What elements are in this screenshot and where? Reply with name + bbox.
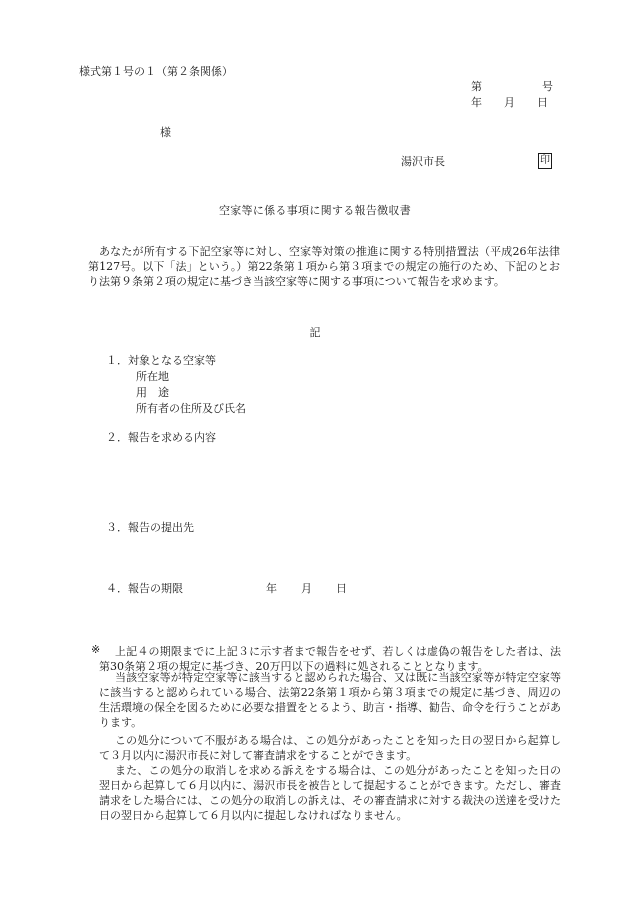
note-mark: ※ [91, 643, 101, 656]
item-1-owner: 所有者の住所及び氏名 [136, 402, 246, 415]
issue-date-line [471, 97, 548, 108]
body-paragraph [88, 244, 560, 289]
deadline-month: 月 [301, 582, 312, 595]
number-prefix: 第 [471, 80, 482, 93]
item-1-usage: 用 途 [136, 386, 169, 399]
note-penalty: 上記４の期限までに上記３に示す者まで報告をせず、若しくは虚偽の報告をした者は、法第30条第２項の規定に基づき、20万円以下の過料に処されることとなります。 [99, 645, 561, 673]
note-lawsuit: また、この処分の取消しを求める訴えをする場合は、この処分があったことを知った日の翌日から起算して６月以内に、湯沢市長を被告として提起することができます。ただし、審査請求をした場合には、この処分の取消しの訴えは、その審査請求に対する裁決の送達を受けた日の翌日から起算して６月以内に提起しなければなりません。 [99, 764, 561, 822]
date-day: 日 [537, 96, 548, 109]
form-label: 様式第１号の１（第２条関係） [79, 65, 233, 78]
item-2-label: ２．報告を求める内容 [106, 431, 216, 444]
document-number-line [471, 81, 553, 92]
item-3-label: ３．報告の提出先 [106, 521, 194, 534]
note-specified-vacant-house: 当該空家等が特定空家等に該当すると認められた場合、又は既に当該空家等が特定空家等に該当すると認められている場合、法第22条第１項から第３項までの規定に基づき、周辺の生活環境の保全を図るために必要な措置をとるよう、助言・指導、勧告、命令を行うことがあります。 [99, 671, 561, 729]
seal-box: 印 [538, 153, 552, 169]
item-4-deadline-date [266, 583, 347, 594]
date-year: 年 [471, 96, 482, 109]
date-month: 月 [504, 96, 515, 109]
note-appeal: この処分について不服がある場合は、この処分があったことを知った日の翌日から起算して３月以内に湯沢市長に対して審査請求をすることができます。 [99, 734, 561, 762]
sender-name: 湯沢市長 [401, 155, 445, 168]
deadline-year: 年 [266, 582, 277, 595]
number-suffix: 号 [542, 80, 553, 93]
item-1-location: 所在地 [136, 370, 169, 383]
document-title: 空家等に係る事項に関する報告徴収書 [218, 204, 412, 217]
body-text: あなたが所有する下記空家等に対し、空家等対策の推進に関する特別措置法（平成26年法律第127号。以下「法」という。）第22条第１項から第３項までの規定の施行のため、下記のとおり法第９条第２項の規定に基づき当該空家等に関する事項について報告を求めます。 [88, 245, 560, 288]
ki-heading: 記 [309, 326, 321, 339]
recipient-honorific: 様 [160, 126, 171, 139]
item-1-label: １．対象となる空家等 [106, 354, 216, 367]
item-4-label: ４．報告の期限 [106, 582, 183, 595]
deadline-day: 日 [336, 582, 347, 595]
